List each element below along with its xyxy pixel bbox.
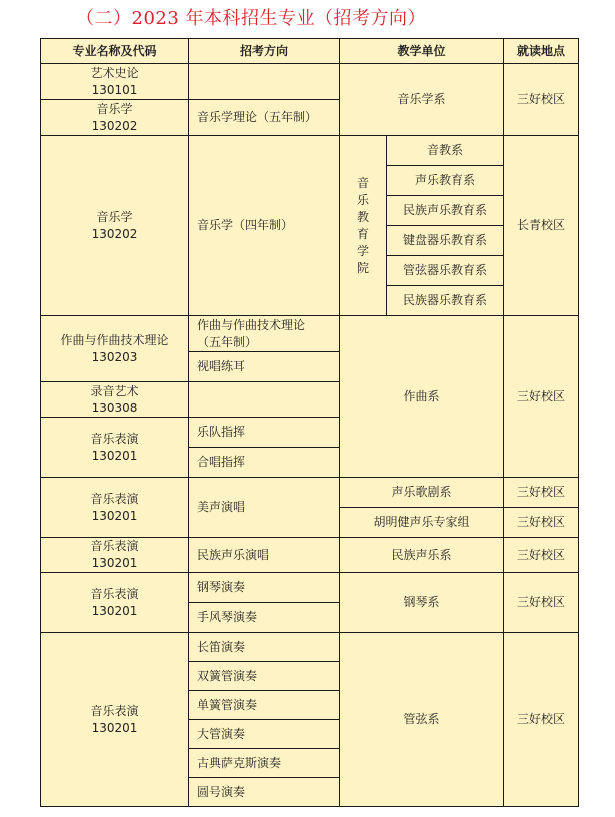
college-cell [340, 136, 387, 316]
major-code: 130308 [91, 400, 138, 415]
unit-cell: 民族声乐系 [340, 538, 504, 573]
campus-cell: 三好校区 [504, 64, 579, 136]
campus-cell: 三好校区 [504, 316, 579, 478]
major-code: 130201 [91, 720, 138, 735]
direction-cell: 音乐学理论（五年制） [189, 100, 340, 136]
major-name: 录音艺术 [90, 383, 139, 398]
direction-cell: 视唱练耳 [189, 352, 340, 382]
header-campus: 就读地点 [504, 39, 579, 64]
direction-cell: 民族声乐演唱 [189, 538, 340, 573]
direction-cell: 大管演奏 [189, 720, 340, 749]
page-title: （二）2023 年本科招生专业（招考方向） [76, 8, 427, 29]
unit-cell: 胡明健声乐专家组 [340, 508, 504, 538]
unit-cell: 音乐学系 [340, 64, 504, 136]
direction-cell: 美声演唱 [189, 478, 340, 538]
major-code: 130201 [91, 556, 138, 570]
table-row [41, 573, 579, 603]
major-name: 音乐表演 [90, 586, 139, 601]
direction-cell: 双簧管演奏 [189, 662, 340, 691]
major-name: 作曲与作曲技术理论 [60, 332, 169, 347]
dept-cell: 民族声乐教育系 [387, 196, 504, 226]
major-name: 音乐表演 [90, 539, 139, 553]
direction-line: （五年制） [197, 334, 258, 349]
unit-cell: 管弦系 [340, 633, 504, 807]
campus-cell: 三好校区 [504, 633, 579, 807]
direction-empty-cell [189, 64, 340, 100]
major-code: 130101 [91, 82, 138, 97]
direction-line: 作曲与作曲技术理论 [197, 317, 306, 332]
header-direction: 招考方向 [189, 39, 340, 64]
major-code: 130201 [91, 508, 138, 523]
unit-cell: 作曲系 [340, 316, 504, 478]
direction-cell: 长笛演奏 [189, 633, 340, 662]
major-code: 130202 [91, 118, 138, 133]
unit-cell: 钢琴系 [340, 573, 504, 633]
dept-cell: 管弦器乐教育系 [387, 256, 504, 286]
major-code: 130201 [91, 448, 138, 463]
dept-cell: 民族器乐教育系 [387, 286, 504, 316]
major-name: 音乐学 [96, 101, 133, 116]
major-code: 130203 [91, 349, 138, 364]
direction-cell [189, 316, 340, 352]
direction-cell: 单簧管演奏 [189, 691, 340, 720]
dept-cell: 键盘器乐教育系 [387, 226, 504, 256]
major-name: 音乐表演 [90, 431, 139, 446]
direction-cell: 钢琴演奏 [189, 573, 340, 603]
major-cell [41, 136, 189, 316]
campus-cell: 三好校区 [504, 478, 579, 508]
major-name: 音乐表演 [90, 491, 139, 506]
major-cell [41, 633, 189, 807]
college-name: 音乐教育学院 [356, 175, 369, 275]
direction-cell: 合唱指挥 [189, 448, 340, 478]
dept-cell: 音教系 [387, 136, 504, 166]
major-code: 130202 [91, 226, 138, 241]
table-header-row [41, 39, 579, 64]
major-name: 音乐表演 [90, 703, 139, 718]
table-row [41, 478, 579, 508]
direction-cell: 圆号演奏 [189, 778, 340, 807]
campus-cell: 三好校区 [504, 573, 579, 633]
campus-cell: 三好校区 [504, 538, 579, 573]
major-cell [41, 316, 189, 382]
major-cell [41, 64, 189, 100]
major-code: 130201 [91, 603, 138, 618]
table-row [41, 136, 579, 166]
direction-cell: 手风琴演奏 [189, 603, 340, 633]
table-row [41, 633, 579, 662]
table-row [41, 538, 579, 573]
table-row [41, 64, 579, 100]
direction-empty-cell [189, 382, 340, 418]
major-cell [41, 418, 189, 478]
unit-cell: 声乐歌剧系 [340, 478, 504, 508]
campus-cell: 长青校区 [504, 136, 579, 316]
major-cell [41, 382, 189, 418]
dept-cell: 声乐教育系 [387, 166, 504, 196]
major-cell [41, 538, 189, 573]
direction-cell: 古典萨克斯演奏 [189, 749, 340, 778]
campus-cell: 三好校区 [504, 508, 579, 538]
direction-cell: 乐队指挥 [189, 418, 340, 448]
major-cell [41, 478, 189, 538]
majors-table [40, 38, 579, 807]
direction-cell: 音乐学（四年制） [189, 136, 340, 316]
major-cell [41, 573, 189, 633]
table-row [41, 316, 579, 352]
major-name: 艺术史论 [90, 65, 139, 80]
header-major: 专业名称及代码 [41, 39, 189, 64]
major-cell [41, 100, 189, 136]
header-unit: 教学单位 [340, 39, 504, 64]
major-name: 音乐学 [96, 209, 133, 224]
